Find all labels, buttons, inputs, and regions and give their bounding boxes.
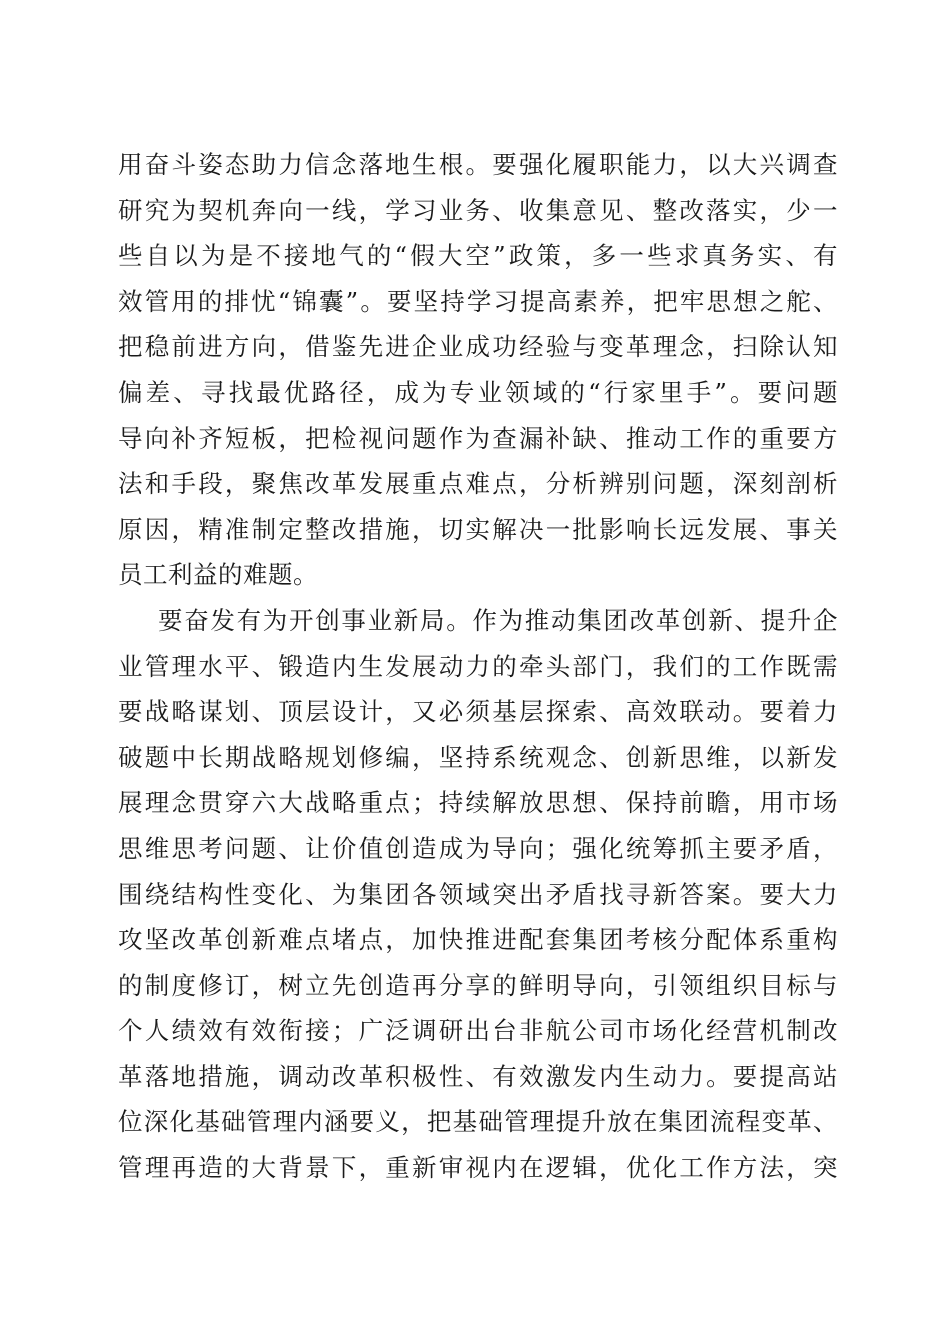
paragraph-line: 偏差、寻找最优路径，成为专业领域的“行家里手”。要问题 [118,377,838,407]
paragraph-line: 展理念贯穿六大战略重点；持续解放思想、保持前瞻，用市场 [118,788,838,818]
paragraph-line: 围绕结构性变化、为集团各领域突出矛盾找寻新答案。要大力 [118,879,838,909]
paragraph-line: 员工利益的难题。 [118,560,318,590]
paragraph-line: 原因，精准制定整改措施，切实解决一批影响长远发展、事关 [118,514,838,544]
paragraph-line: 把稳前进方向，借鉴先进企业成功经验与变革理念，扫除认知 [118,332,838,362]
paragraph-line: 攻坚改革创新难点堵点，加快推进配套集团考核分配体系重构 [118,925,838,955]
paragraph-line: 法和手段，聚焦改革发展重点难点，分析辨别问题，深刻剖析 [118,469,838,499]
paragraph-line: 位深化基础管理内涵要义，把基础管理提升放在集团流程变革、 [118,1107,838,1137]
paragraph-line: 业管理水平、锻造内生发展动力的牵头部门，我们的工作既需 [118,651,838,681]
paragraph-2 [118,598,838,1191]
paragraph-line: 破题中长期战略规划修编，坚持系统观念、创新思维，以新发 [118,742,838,772]
paragraph-line: 导向补齐短板，把检视问题作为查漏补缺、推动工作的重要方 [118,423,838,453]
paragraph-line: 的制度修订，树立先创造再分享的鲜明导向，引领组织目标与 [118,970,838,1000]
paragraph-line: 管理再造的大背景下，重新审视内在逻辑，优化工作方法，突 [118,1153,838,1183]
paragraph-line: 用奋斗姿态助力信念落地生根。要强化履职能力，以大兴调查 [118,150,838,179]
paragraph-line: 效管用的排忧“锦囊”。要坚持学习提高素养，把牢思想之舵、 [118,286,838,316]
paragraph-line: 思维思考问题、让价值创造成为导向；强化统筹抓主要矛盾， [118,833,838,863]
paragraph-line: 革落地措施，调动改革积极性、有效激发内生动力。要提高站 [118,1061,838,1091]
paragraph-line: 个人绩效有效衔接；广泛调研出台非航公司市场化经营机制改 [118,1016,838,1046]
paragraph-1 [118,142,838,598]
paragraph-line: 要战略谋划、顶层设计，又必须基层探索、高效联动。要着力 [118,697,838,727]
paragraph-line: 要奋发有为开创事业新局。作为推动集团改革创新、提升企 [158,605,838,635]
paragraph-line: 研究为契机奔向一线，学习业务、收集意见、整改落实，少一 [118,195,838,225]
document-body [118,142,838,1191]
paragraph-line: 些自以为是不接地气的“假大空”政策，多一些求真务实、有 [118,241,838,271]
